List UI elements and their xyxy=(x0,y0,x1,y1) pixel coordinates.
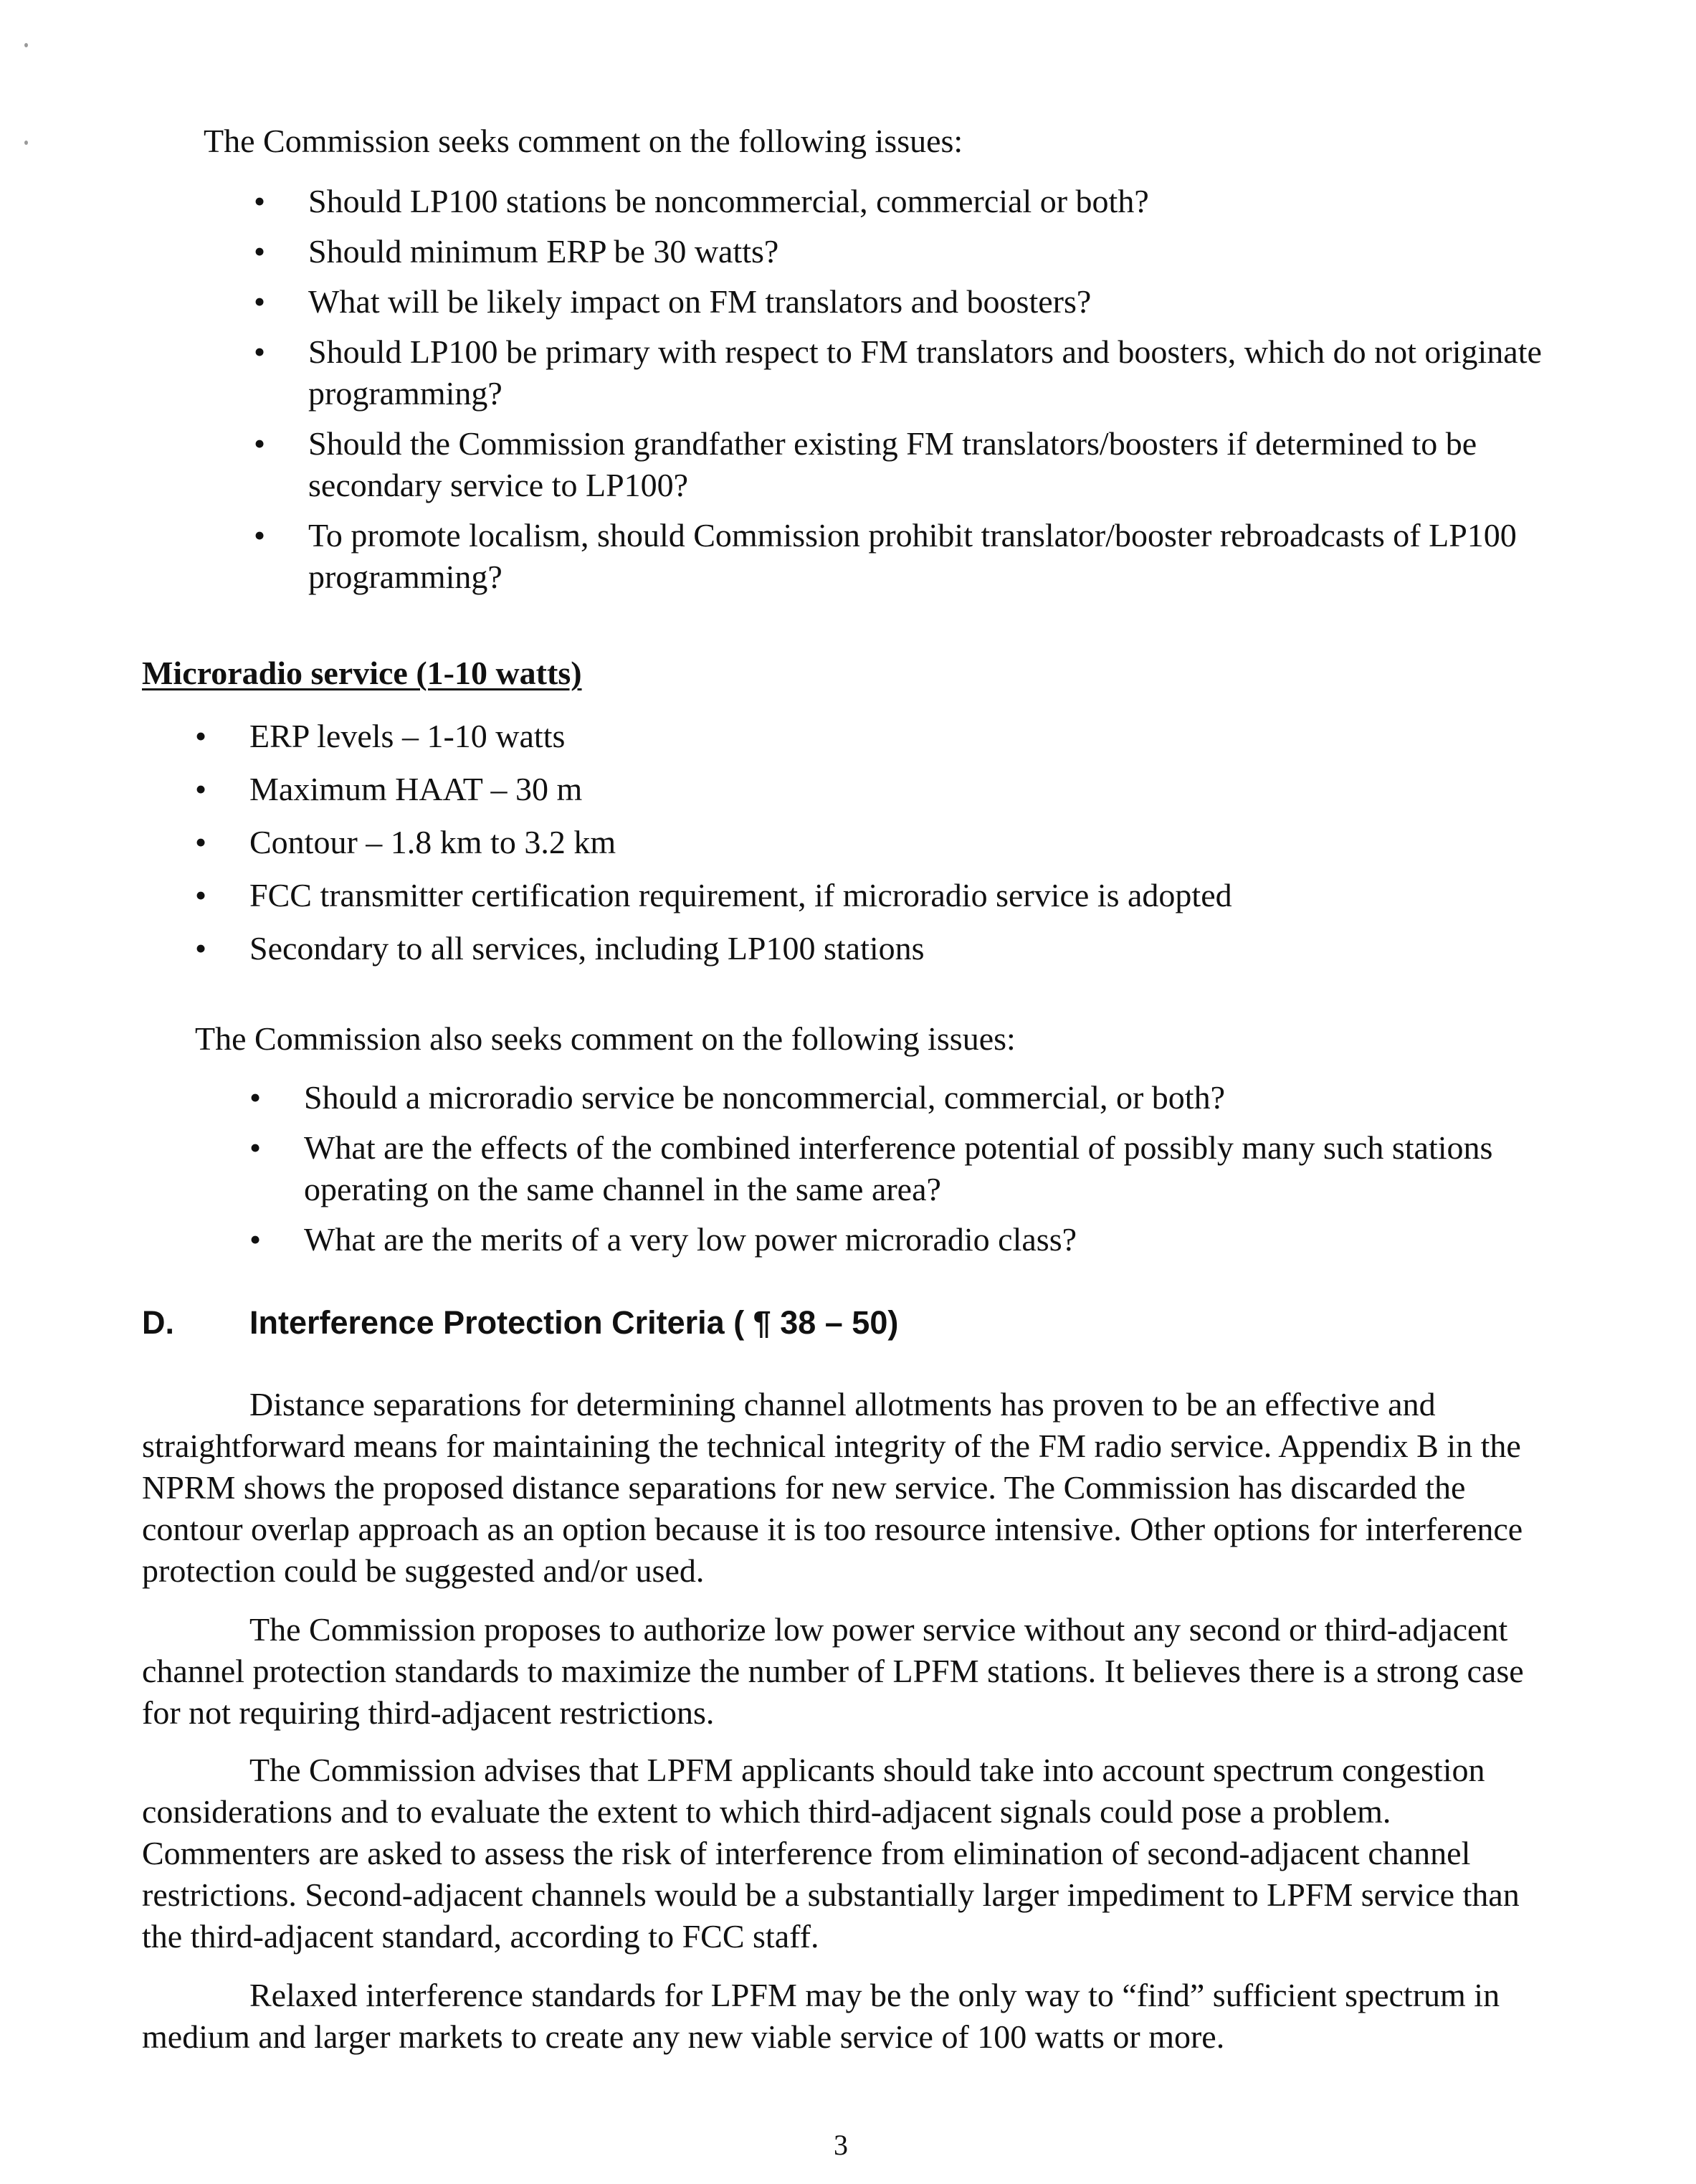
list-item: • Contour – 1.8 km to 3.2 km xyxy=(195,822,1557,863)
list-item: • FCC transmitter certification requirement, if microradio service is adopted xyxy=(195,875,1557,916)
list-item: • What will be likely impact on FM translators and boosters? xyxy=(254,281,1566,323)
scan-speck xyxy=(24,43,28,47)
body-paragraph: Relaxed interference standards for LPFM may be the only way to “find” sufficient spectrum in medium and larger markets to create any new viable service of 100 watts or more. xyxy=(142,1977,1500,2055)
issues-list-lp100 xyxy=(254,181,1566,598)
list-item: • Should the Commission grandfather existing FM translators/boosters if determined to be secondary service to LP100? xyxy=(254,423,1566,506)
list-item: • What are the effects of the combined interference potential of possibly many such stations operating on the same channel in the same area? xyxy=(249,1127,1568,1210)
body-paragraph: The Commission advises that LPFM applicants should take into account spectrum congestion considerations and to evaluate the extent to which third-adjacent signals could pose a problem. Commenters are asked to assess the risk of interference from elimination of second-adjacent channel restrictions. Second-adjacent channels would be a substantially larger impediment to LPFM service than the third-adjacent standard, according to FCC staff. xyxy=(142,1752,1520,1955)
list-item: • ERP levels – 1-10 watts xyxy=(195,716,1557,757)
scan-speck xyxy=(24,141,28,145)
microradio-list xyxy=(195,716,1557,969)
list-item: • Should LP100 be primary with respect to FM translators and boosters, which do not originate programming? xyxy=(254,331,1566,414)
list-item: • What are the merits of a very low power microradio class? xyxy=(249,1219,1568,1260)
section-letter: D. xyxy=(142,1304,174,1341)
body-paragraph: Distance separations for determining channel allotments has proven to be an effective and straightforward means for maintaining the technical integrity of the FM radio service. Appendix B in the NPRM shows the proposed distance separations for new service. The Commission has discarded the contour overlap approach as an option because it is too resource intensive. Other options for interference protection could be suggested and/or used. xyxy=(142,1386,1523,1589)
microradio-heading: Microradio service (1-10 watts) xyxy=(142,655,582,691)
list-item: • To promote localism, should Commission prohibit translator/booster rebroadcasts of LP100 programming? xyxy=(254,515,1566,598)
intro-issues-text: The Commission seeks comment on the following issues: xyxy=(204,123,963,159)
list-item: • Should a microradio service be noncommercial, commercial, or both? xyxy=(249,1077,1568,1119)
issues-list-microradio xyxy=(249,1077,1568,1260)
section-heading: Interference Protection Criteria ( ¶ 38 – 50) xyxy=(249,1304,899,1341)
page-number: 3 xyxy=(834,2129,848,2161)
body-paragraph: The Commission proposes to authorize low power service without any second or third-adjacent channel protection standards to maximize the number of LPFM stations. It believes there is a strong case for not requiring third-adjacent restrictions. xyxy=(142,1611,1524,1731)
list-item: • Should minimum ERP be 30 watts? xyxy=(254,231,1566,272)
list-item: • Should LP100 stations be noncommercial, commercial or both? xyxy=(254,181,1566,222)
list-item: • Maximum HAAT – 30 m xyxy=(195,769,1557,810)
list-item: • Secondary to all services, including LP100 stations xyxy=(195,928,1557,969)
intro-microradio-issues-text: The Commission also seeks comment on the following issues: xyxy=(195,1020,1016,1057)
